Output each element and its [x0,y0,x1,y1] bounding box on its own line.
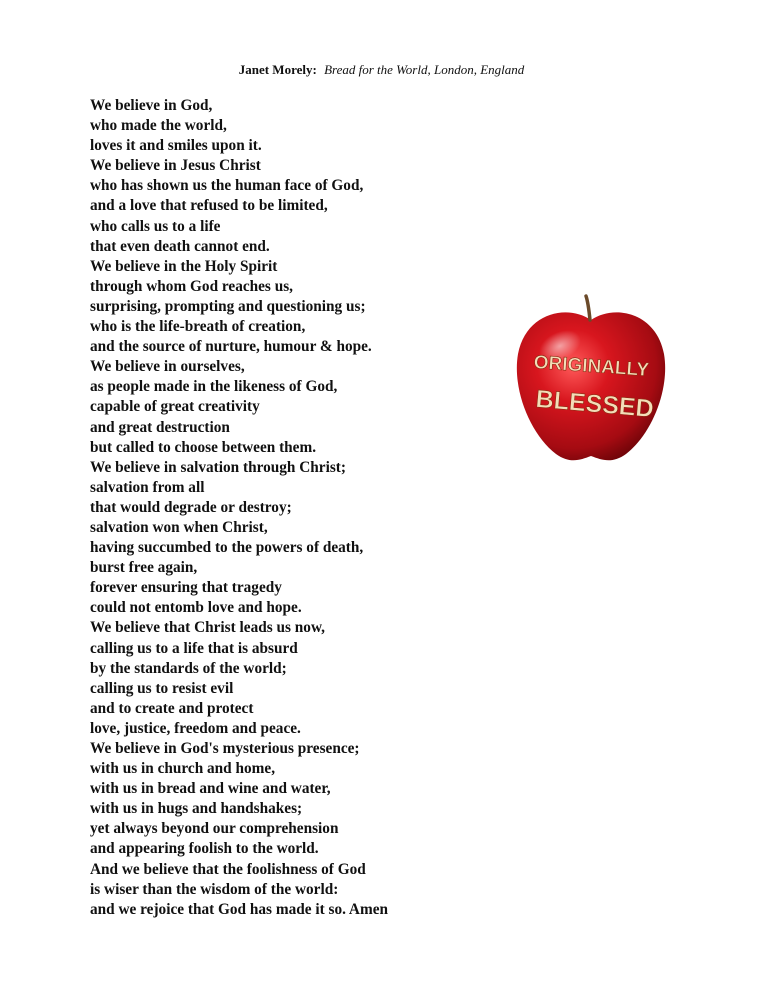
poem-line: We believe in salvation through Christ; [90,458,346,476]
poem-line: who calls us to a life [90,217,221,235]
poem-line: as people made in the likeness of God, [90,378,338,396]
source-title: Bread for the World, London, England [324,62,525,77]
poem-line: through whom God reaches us, [90,277,293,295]
poem-line: love, justice, freedom and peace. [90,719,301,737]
poem-line: with us in bread and wine and water, [90,780,331,798]
poem-line: We believe in Jesus Christ [90,157,261,175]
poem-line: that would degrade or destroy; [90,498,292,516]
poem-line: could not entomb love and hope. [90,599,302,617]
poem-line: and a love that refused to be limited, [90,197,328,215]
poem-line: loves it and smiles upon it. [90,137,262,155]
poem-line: We believe that Christ leads us now, [90,619,325,637]
poem-line: burst free again, [90,559,198,577]
poem-line: by the standards of the world; [90,659,287,677]
apple-text-originally: ORIGINALLY [533,352,650,382]
poem-line: who has shown us the human face of God, [90,177,364,195]
poem-line: And we believe that the foolishness of God [90,860,366,878]
poem-line: forever ensuring that tragedy [90,579,282,597]
poem-line: is wiser than the wisdom of the world: [90,880,339,898]
creed-poem [90,96,510,920]
poem-line: calling us to a life that is absurd [90,639,298,657]
poem-line: surprising, prompting and questioning us; [90,297,366,315]
poem-line: We believe in God, [90,97,213,114]
poem-line: who is the life-breath of creation, [90,318,306,336]
poem-line: capable of great creativity [90,398,260,416]
poem-line: and appearing foolish to the world. [90,840,319,858]
poem-line: salvation won when Christ, [90,518,268,536]
poem-line: We believe in ourselves, [90,358,245,376]
poem-line: and the source of nurture, humour & hope. [90,338,372,356]
poem-line: We believe in God's mysterious presence; [90,740,360,757]
poem-line: that even death cannot end. [90,237,270,255]
poem-line: who made the world, [90,117,227,135]
poem-line: yet always beyond our comprehension [90,820,339,838]
poem-line: but called to choose between them. [90,438,317,456]
poem-line: with us in church and home, [90,760,276,778]
poem-line: We believe in the Holy Spirit [90,257,278,275]
poem-line: calling us to resist evil [90,679,234,697]
apple-image [508,294,674,466]
poem-line: with us in hugs and handshakes; [90,800,303,818]
poem-line: and we rejoice that God has made it so. Amen [90,900,388,918]
author-name: Janet Morely: [238,62,317,77]
page-header [0,62,763,78]
poem-line: having succumbed to the powers of death, [90,539,364,557]
poem-line: and great destruction [90,418,230,436]
apple-text-blessed: BLESSED [534,384,655,424]
poem-line: salvation from all [90,478,205,496]
poem-line: and to create and protect [90,699,254,717]
apple-stem [586,296,590,320]
